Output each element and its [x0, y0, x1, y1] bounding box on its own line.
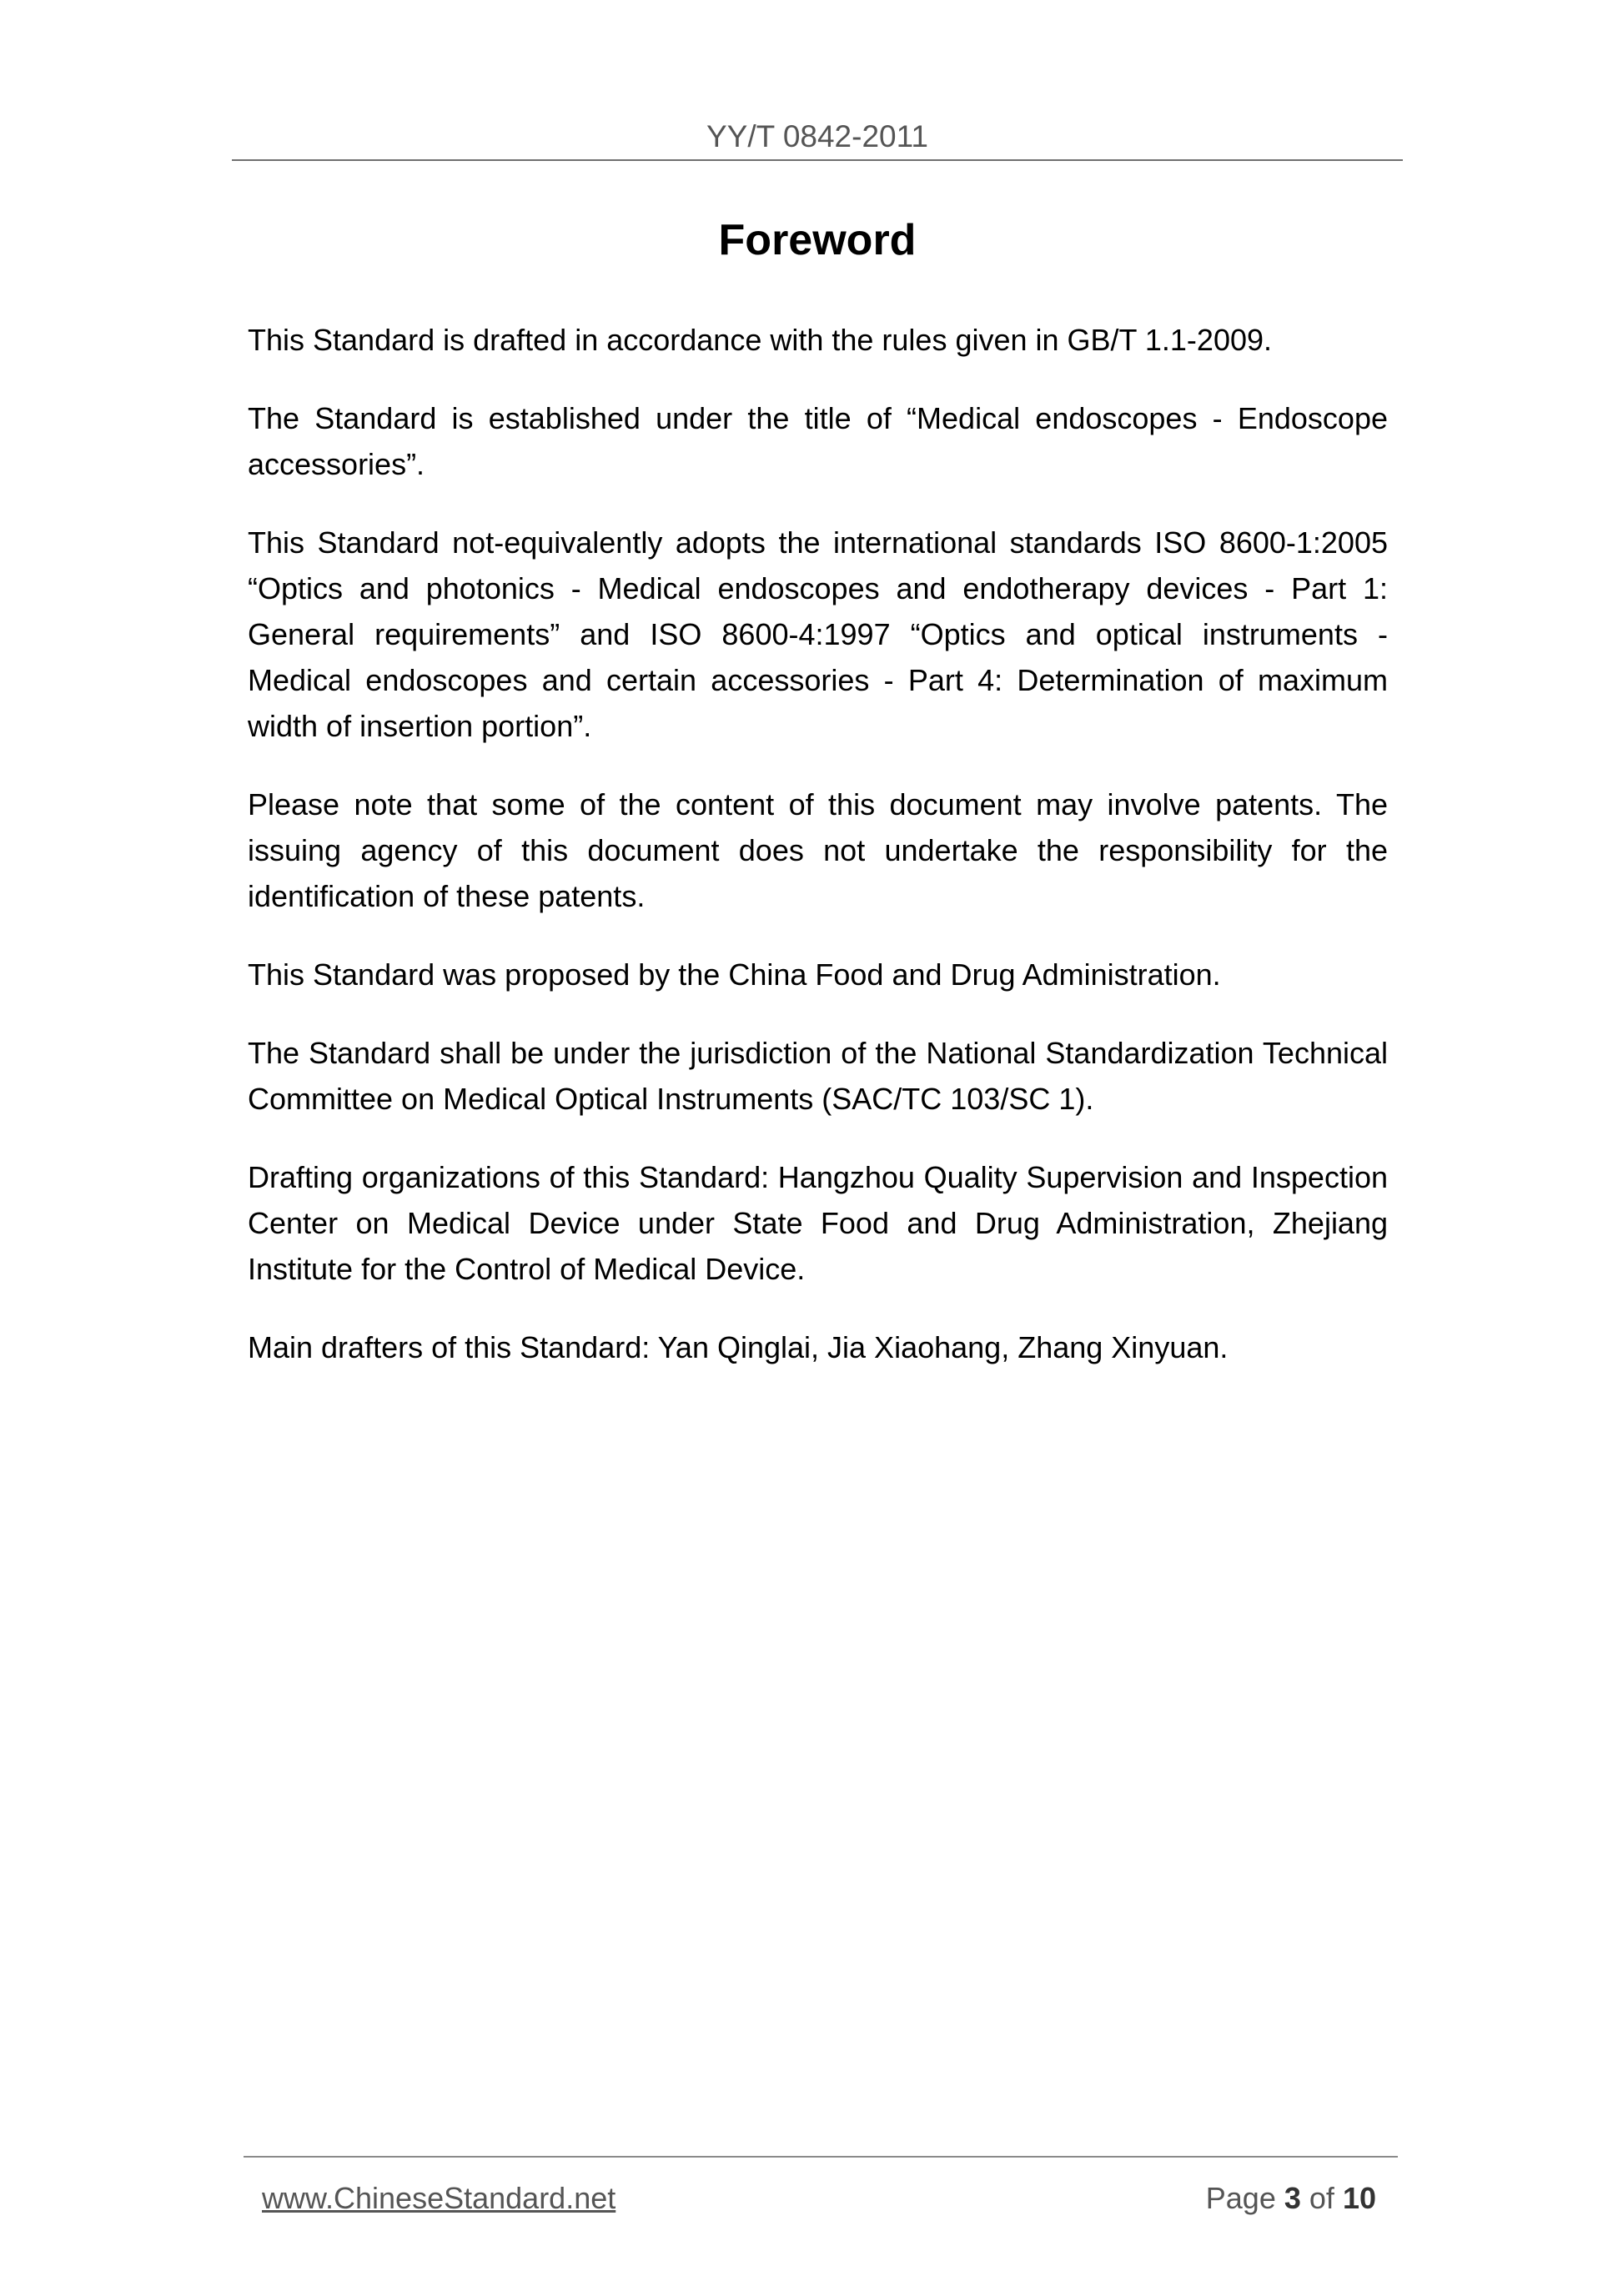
paragraph: The Standard shall be under the jurisdiction of the National Standardization Technical Committee on Medical Optical Instruments (SAC/TC 103/SC 1). — [248, 1036, 1388, 1116]
paragraph: This Standard is drafted in accordance with the rules given in GB/T 1.1-2009. — [248, 323, 1273, 357]
header-divider — [232, 159, 1403, 161]
page-number — [1206, 2180, 1376, 2217]
page-prefix: Page — [1205, 2181, 1276, 2215]
paragraph: The Standard is established under the title of “Medical endoscopes - Endoscope accessories”. — [248, 401, 1388, 481]
paragraph: This Standard not-equivalently adopts the international standards ISO 8600-1:2005 “Optics and photonics - Medical endoscopes and endotherapy devices - Part 1: General requirements” and ISO 8600-4:1997 “Optics and optical instruments - Medical endoscopes and certain accessories - Part 4: Determination of maximum width of insertion portion”. — [248, 525, 1388, 743]
page-of: of — [1309, 2181, 1334, 2215]
paragraph: Please note that some of the content of this document may involve patents. The issuing agency of this document does not undertake the responsibility for the identification of these patents. — [248, 787, 1388, 913]
page-total: 10 — [1342, 2181, 1376, 2215]
foreword-body — [248, 317, 1388, 1403]
footer-divider — [244, 2156, 1398, 2158]
website-link[interactable]: www.ChineseStandard.net — [262, 2181, 616, 2215]
page-current: 3 — [1284, 2181, 1301, 2215]
paragraph: Drafting organizations of this Standard: Hangzhou Quality Supervision and Inspection Center on Medical Device under State Food and Drug Administration, Zhejiang Institute for the Control of Medical Device. — [248, 1160, 1388, 1286]
paragraph: Main drafters of this Standard: Yan Qinglai, Jia Xiaohang, Zhang Xinyuan. — [248, 1330, 1229, 1364]
standard-code-header: YY/T 0842-2011 — [706, 119, 929, 153]
paragraph: This Standard was proposed by the China Food and Drug Administration. — [248, 957, 1221, 992]
page-title: Foreword — [718, 216, 917, 264]
